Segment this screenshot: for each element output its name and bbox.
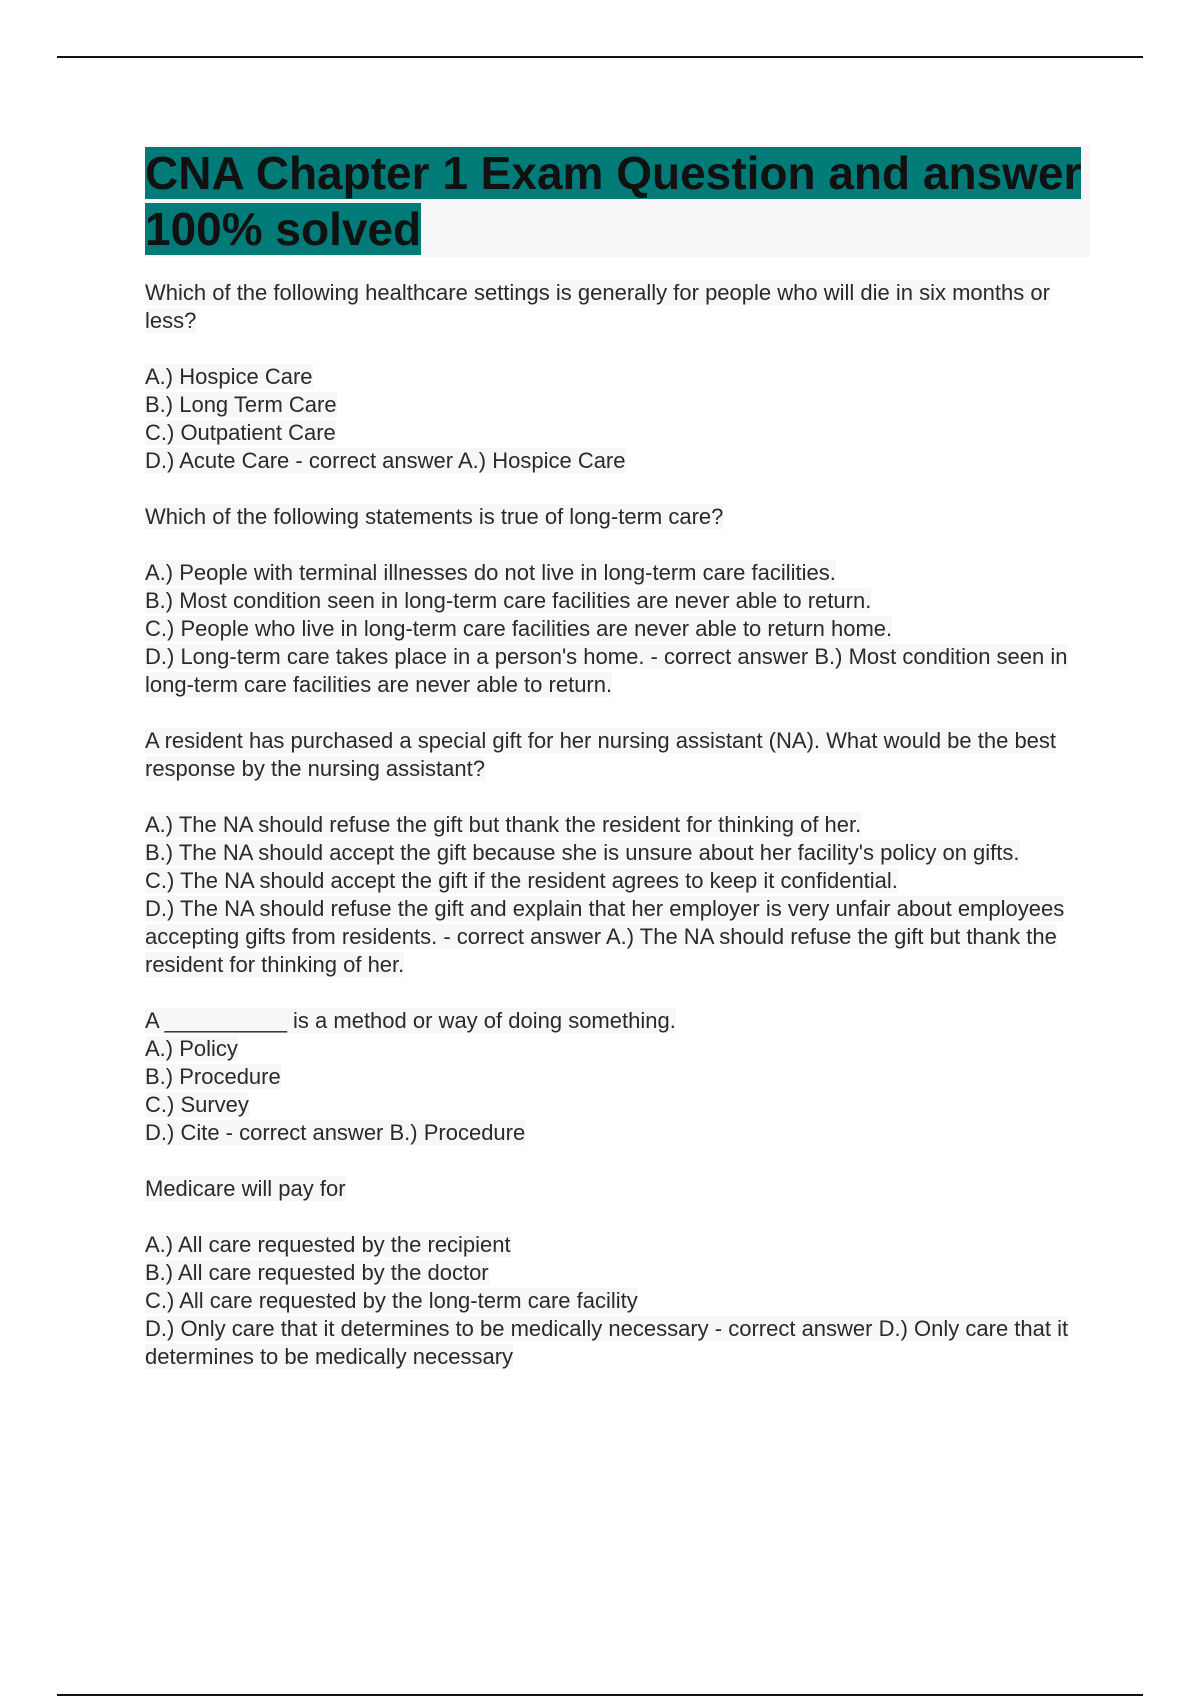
option-3b (145, 839, 1090, 867)
options-1 (145, 363, 1090, 475)
option-1b (145, 391, 1090, 419)
qa-block-1 (145, 279, 1090, 475)
document-title-text: CNA Chapter 1 Exam Question and answer 100% solved (145, 147, 1082, 255)
option-2c (145, 615, 1090, 643)
option-4d-answer (145, 1119, 1090, 1147)
option-5a (145, 1231, 1090, 1259)
option-2a (145, 559, 1090, 587)
question-1-text: Which of the following healthcare settings is generally for people who will die in six months or less? (145, 280, 1050, 333)
option-1c (145, 419, 1090, 447)
title-block (145, 145, 1090, 257)
option-4a-text: A.) Policy (145, 1036, 238, 1061)
option-2a-text: A.) People with terminal illnesses do not live in long-term care facilities. (145, 560, 836, 585)
options-5 (145, 1231, 1090, 1371)
option-3a-text: A.) The NA should refuse the gift but thank the resident for thinking of her. (145, 812, 862, 837)
option-3c (145, 867, 1090, 895)
qa-block-2 (145, 503, 1090, 699)
option-3c-text: C.) The NA should accept the gift if the resident agrees to keep it confidential. (145, 868, 898, 893)
question-2-text: Which of the following statements is true of long-term care? (145, 504, 724, 529)
question-4 (145, 1007, 1090, 1035)
option-3a (145, 811, 1090, 839)
option-1b-text: B.) Long Term Care (145, 392, 337, 417)
option-2b (145, 587, 1090, 615)
option-5c-text: C.) All care requested by the long-term care facility (145, 1288, 638, 1313)
question-5-text: Medicare will pay for (145, 1176, 346, 1201)
option-4d-text: D.) Cite - correct answer B.) Procedure (145, 1120, 526, 1145)
question-3-text: A resident has purchased a special gift for her nursing assistant (NA). What would be the best response by the nursing assistant? (145, 728, 1057, 781)
option-4c-text: C.) Survey (145, 1092, 249, 1117)
option-4a (145, 1035, 1090, 1063)
question-3 (145, 727, 1090, 783)
header-rule (57, 56, 1143, 58)
option-5d-text: D.) Only care that it determines to be medically necessary - correct answer D.) Only care that it determines to be medically necessary (145, 1316, 1069, 1369)
question-2 (145, 503, 1090, 531)
question-5 (145, 1175, 1090, 1203)
option-1d-text: D.) Acute Care - correct answer A.) Hospice Care (145, 448, 626, 473)
document-body (145, 145, 1090, 1399)
option-1d-answer (145, 447, 1090, 475)
option-2d-text: D.) Long-term care takes place in a person's home. - correct answer B.) Most condition seen in long-term care facilities are never able to return. (145, 644, 1068, 697)
options-4 (145, 1035, 1090, 1147)
options-2 (145, 559, 1090, 699)
option-1c-text: C.) Outpatient Care (145, 420, 336, 445)
qa-block-3 (145, 727, 1090, 979)
option-3d-answer (145, 895, 1090, 979)
option-2d-answer (145, 643, 1090, 699)
option-5b (145, 1259, 1090, 1287)
options-3 (145, 811, 1090, 979)
qa-block-4 (145, 1007, 1090, 1147)
option-5b-text: B.) All care requested by the doctor (145, 1260, 489, 1285)
option-4b (145, 1063, 1090, 1091)
option-3b-text: B.) The NA should accept the gift because she is unsure about her facility's policy on gifts. (145, 840, 1020, 865)
qa-block-5 (145, 1175, 1090, 1371)
option-2c-text: C.) People who live in long-term care facilities are never able to return home. (145, 616, 893, 641)
option-1a-text: A.) Hospice Care (145, 364, 313, 389)
question-1 (145, 279, 1090, 335)
option-4b-text: B.) Procedure (145, 1064, 281, 1089)
option-1a (145, 363, 1090, 391)
option-5a-text: A.) All care requested by the recipient (145, 1232, 511, 1257)
option-5d-answer (145, 1315, 1090, 1371)
question-4-text: A __________ is a method or way of doing something. (145, 1008, 676, 1033)
option-3d-text: D.) The NA should refuse the gift and explain that her employer is very unfair about employees accepting gifts from residents. - correct answer A.) The NA should refuse the gift but thank the resident for thinking of her. (145, 896, 1065, 977)
option-2b-text: B.) Most condition seen in long-term care facilities are never able to return. (145, 588, 872, 613)
option-5c (145, 1287, 1090, 1315)
document-title (145, 145, 1090, 257)
option-4c (145, 1091, 1090, 1119)
footer-rule (57, 1694, 1143, 1696)
